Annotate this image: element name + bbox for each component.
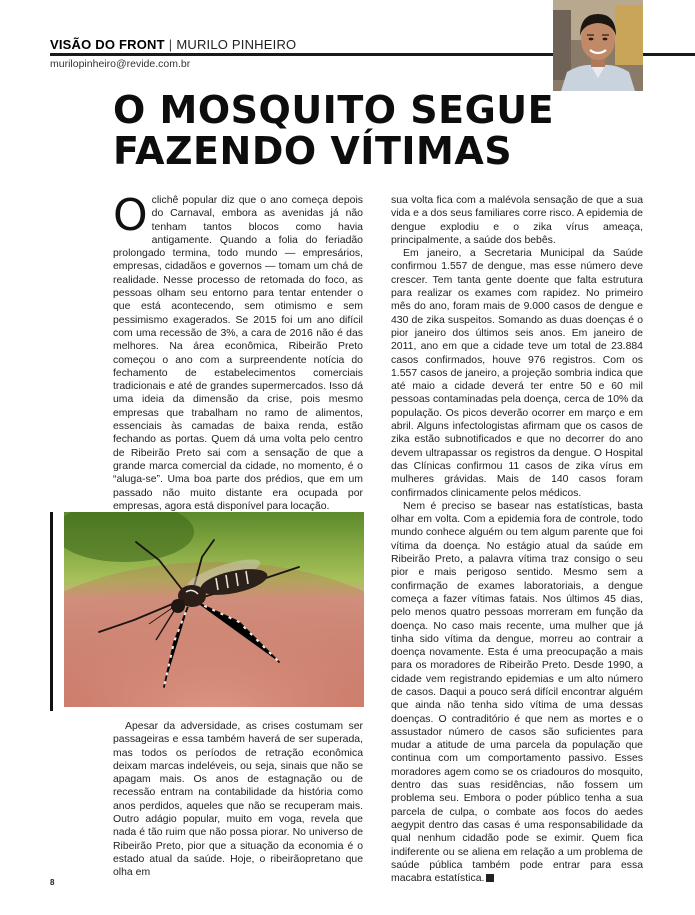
image-accent-bar: [50, 512, 53, 711]
header-separator: |: [168, 37, 173, 52]
mosquito-on-skin-image: [64, 512, 364, 707]
author-name: MURILO PINHEIRO: [176, 37, 297, 52]
author-portrait-image: [553, 0, 643, 91]
page-number: 8: [50, 878, 55, 887]
article-paragraph: [113, 190, 363, 513]
article-column-1-continued: [113, 720, 363, 880]
section-name: VISÃO DO FRONT: [50, 37, 165, 52]
author-photo: [553, 0, 643, 91]
article-paragraph: Apesar da adversidade, as crises costumam ser passageiras e essa também haverá de ser superada, mas todos os períodos de retração econômica deixam marcas indeléveis, ou seja, sinais que não se apagam mais. Os anos de estagnação ou de recessão entram na contabilidade da história como anos perdidos, aqueles que não se recuperam mais. Outro adágio popular, muito em voga, revela que nada é tão ruim que não possa piorar. No universo de Ribeirão Preto, pior que a situação da economia é o estado atual da saúde. Hoje, o ribeirãopretano que olha em: [113, 721, 363, 879]
article-paragraph: [391, 500, 643, 886]
headline-line-1: O MOSQUITO SEGUE: [113, 88, 555, 132]
author-email: murilopinheiro@revide.com.br: [50, 58, 191, 70]
article-paragraph: sua volta fica com a malévola sensação de que a sua vida e a dos seus familiares corre risco. A epidemia de dengue explodiu e o zika vírus ameaça, principalmente, a saúde dos bebês.: [391, 195, 643, 246]
drop-cap: O: [113, 190, 148, 241]
end-of-article-mark: [486, 874, 494, 882]
article-column-1: [113, 190, 363, 513]
article-paragraph: Em janeiro, a Secretaria Municipal da Saúde confirmou 1.557 de dengue, mas esse número deve crescer. Tem tanta gente doente que falta estrutura para realizar os exames com rapidez. No primeiro mês do ano, foram mais de 9.000 casos de dengue e 430 de zika suspeitos. Somando as duas doenças é o pior janeiro dos últimos seis anos. Em janeiro de 2011, ano em que a cidade teve um total de 23.884 casos confirmados, houve 976 registros. Com os 1.557 casos de janeiro, a projeção sombria indica que até maio a cidade deverá ter entre 50 e 60 mil pessoas contaminadas pela doença, cerca de 10% da população. Os picos deverão ocorrer em março e em abril. Alguns infectologistas afirmam que os casos de zika estão subnotificados e que no decorrer do ano devem ultrapassar os registros da dengue. O Hospital das Clínicas confirmou 11 casos de zika vírus em mulheres grávidas. Mais de 140 casos foram confirmados clinicamente pelos médicos.: [391, 248, 643, 499]
headline-line-2: FAZENDO VÍTIMAS: [113, 129, 513, 173]
paragraph-text: Nem é preciso se basear nas estatísticas, basta olhar em volta. Com a epidemia fora de controle, todo mundo conhece alguém ou tem algum parente que foi vítima da doença. No estágio atual da saúde em Ribeirão Preto, a palavra vítima traz consigo o seu pior e mais perigoso sentido. Mesmo sem a confirmação de exames laboratoriais, a dengue começa a fazer vítimas fatais. Nos últimos 45 dias, pelo menos quatro pessoas morreram em função da doença. No caso mais recente, uma mulher que já tinha sido vítima da dengue, morreu ao contrair a doença novamente. Esta é uma preocupação a mais para os moradores de Ribeirão Preto. Desde 1990, a cidade vem registrando epidemias e um alto número de casos. Daqui a pouco será difícil encontrar alguém que ainda não tenha sido vítima de uma dessas doenças. O contraditório é que nem as mortes e o assustador número de casos são suficientes para mudar a atitude de uma parcela da população que continua com um comportamento passivo. Esses moradores agem como se os criadouros do mosquito, dentro das suas residências, não fossem um problema seu. Embora o poder público tenha a sua parcela de culpa, o combate aos focos do aedes aegypit dentro das casas é uma responsabilidade da qual nenhum cidadão pode se eximir. Quem fica indiferente ou se aliena em relação a um problema de saúde pública também pode entrar para essa macabra estatística.: [391, 500, 643, 885]
mosquito-photo: [64, 512, 364, 707]
section-header: [50, 37, 296, 52]
headline: [113, 90, 593, 172]
paragraph-text: clichê popular diz que o ano começa depois do Carnaval, embora as avenidas já não tenham tantos blocos como havia antigamente. Quando a folia do feriadão prolongado termina, todo mundo — empresários, empresas, cidadãos e governos — tomam um chá de realidade. Nesse processo de retomada do foco, as pessoas olham seu entorno para tentar entender o que está acontecendo, sem otimismo e sem pessimismo exagerados. Se 2015 foi um ano difícil com uma recessão de 3%, a cara de 2016 não é das melhores. Na área econômica, Ribeirão Preto começou o ano com a surpreendente notícia do fechamento de estabelecimentos comerciais tradicionais e até de grandes supermercados. Isso dá uma ideia da dimensão da crise, pois mesmo empresas que trabalham no ramo de alimentos, essenciais às camadas de baixa renda, estão fechando as portas. Quem dá uma volta pelo centro de Ribeirão Preto sai com a sensação de que a grande marca comercial da cidade, no momento, é o “aluga-se”. Uma boa parte dos prédios, que em um passado não muito distante era ocupada por empresas, agora está disponível para locação.: [113, 195, 363, 512]
article-column-2: [391, 194, 643, 885]
